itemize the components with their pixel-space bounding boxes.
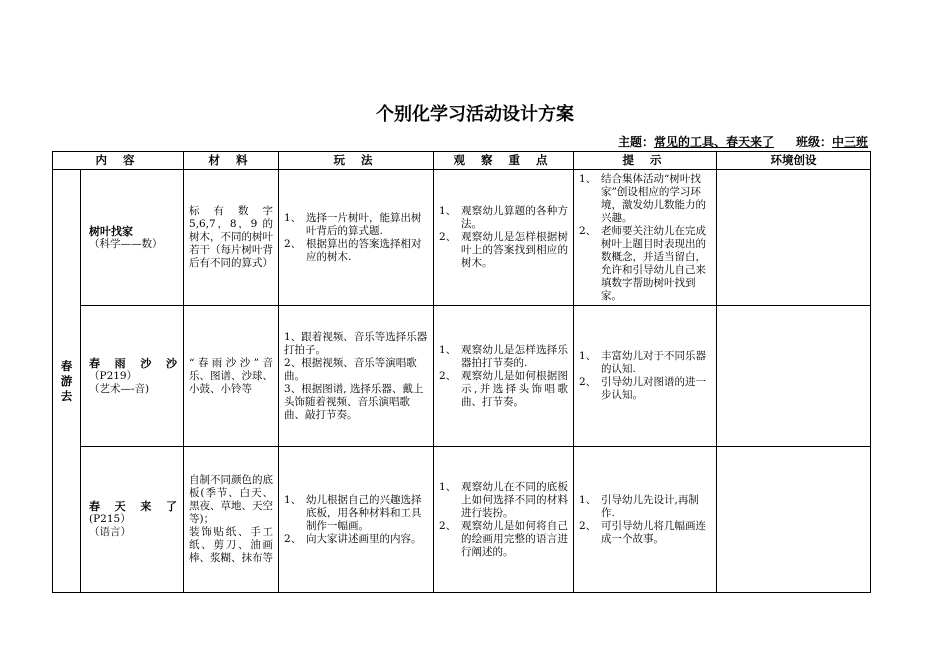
- list-item: 1、 观察幼儿在不同的底板上如何选择不同的材料进行装扮。: [439, 480, 569, 519]
- material-text: 装饰贴纸、手工纸、剪刀、油画棒、浆糊、抹布等: [189, 526, 274, 564]
- activity-meta: （P219）: [89, 369, 138, 382]
- material-text: 自制不同颜色的底板(季节、白天、黑夜、草地、天空等)；: [189, 474, 274, 525]
- list-item: 1、 结合集体活动“树叶找家”创设相应的学习环境，激发幼儿数能力的兴趣。: [579, 173, 707, 224]
- header-play: 玩 法: [279, 152, 434, 170]
- list-item: 2、 老师要关注幼儿在完成树叶上题目时表现出的数概念，并适当留白，允许和引导幼儿自己来填数字帮助树叶找到家。: [579, 225, 707, 302]
- table-row: [53, 170, 871, 306]
- env-cell: [717, 447, 871, 593]
- header-observe: 观 察 重 点: [434, 152, 574, 170]
- material-cell: [184, 170, 279, 306]
- activity-meta: （艺术—-音): [89, 382, 150, 395]
- group-label: 春游去: [60, 358, 73, 403]
- observe-cell: [434, 306, 574, 447]
- theme-value: 常见的工具、春天来了: [653, 135, 774, 149]
- header-tips: 提 示: [574, 152, 717, 170]
- list-item: 2、 观察幼儿是怎样根据树叶上的答案找到相应的树木。: [439, 231, 569, 269]
- content-cell: [81, 306, 184, 447]
- play-cell: [279, 306, 434, 447]
- list-item: 2、 观察幼儿是如何将自己的绘画用完整的语言进行阐述的。: [439, 519, 569, 558]
- page-title: 个别化学习活动设计方案: [376, 104, 574, 125]
- env-cell: [717, 306, 871, 447]
- list-item: 2、 观察幼儿是如何根据图示,并选择头饰唱歌曲、打节奏。: [439, 369, 569, 408]
- table-header-row: [53, 152, 871, 170]
- list-item: 2、 可引导幼儿将几幅画连成一个故事。: [579, 519, 707, 545]
- list-item: 1、 幼儿根据自己的兴趣选择底板，用各种材料和工具制作一幅画。: [284, 493, 422, 532]
- activity-name: 春 天 来 了: [89, 500, 178, 513]
- list-item: 2、 向大家讲述画里的内容。: [284, 532, 422, 545]
- header-material: 材 料: [184, 152, 279, 170]
- header-info: [618, 133, 868, 150]
- content-cell: [81, 170, 184, 306]
- observe-cell: [434, 447, 574, 593]
- list-item: 1、 引导幼儿先设计,再制作.: [579, 493, 699, 519]
- material-text: “春雨沙沙”音乐、图谱、沙球、小鼓、小铃等: [189, 356, 274, 395]
- observe-cell: [434, 170, 574, 306]
- activity-name: 春 雨 沙 沙: [89, 356, 178, 370]
- play-line: 2、根据视频、音乐等演唱歌曲。: [284, 356, 417, 382]
- tips-cell: [574, 306, 717, 447]
- content-cell: [81, 447, 184, 593]
- play-cell: [279, 447, 434, 593]
- theme-label: 主题：: [617, 135, 654, 149]
- class-value: 中三班: [831, 135, 868, 149]
- list-item: 2、 根据算出的答案选择相对应的树木.: [284, 237, 422, 263]
- header-env: 环境创设: [717, 152, 871, 170]
- material-text: 标 有 数 字 5,6,7，8，9 的树木，不同的树叶若干（每片树叶背后有不同的算式）: [189, 205, 274, 269]
- header-content: 内 容: [53, 152, 184, 170]
- list-item: 1、 观察幼儿是怎样选择乐器拍打节奏的.: [439, 343, 569, 369]
- class-label: 班级：: [795, 135, 832, 149]
- table-row: [53, 447, 871, 593]
- material-cell: [184, 306, 279, 447]
- list-item: 1、 选择一片树叶，能算出树叶背后的算式题.: [284, 211, 422, 237]
- env-cell: [717, 170, 871, 306]
- activity-name: 树叶找家: [89, 224, 133, 238]
- play-line: 1、跟着视频、音乐等选择乐器打拍子。: [284, 330, 428, 356]
- list-item: 1、 丰富幼儿对于不同乐器的认知.: [579, 350, 707, 375]
- activity-meta: （语言）: [89, 526, 131, 538]
- activity-table: [52, 151, 871, 593]
- tips-cell: [574, 170, 717, 306]
- activity-meta: (P215）: [89, 513, 131, 525]
- play-cell: [279, 170, 434, 306]
- list-item: 2、 引导幼儿对图谱的进一步认知。: [579, 376, 707, 401]
- list-item: 1、 观察幼儿算题的各种方法。: [439, 205, 569, 230]
- material-cell: [184, 447, 279, 593]
- play-line: 3、根据图谱, 选择乐器、戴上头饰随着视频、音乐演唱歌曲、敲打节奏。: [284, 382, 424, 421]
- activity-meta: （科学——数）: [89, 237, 163, 250]
- group-label-cell: [53, 170, 81, 593]
- tips-cell: [574, 447, 717, 593]
- table-row: [53, 306, 871, 447]
